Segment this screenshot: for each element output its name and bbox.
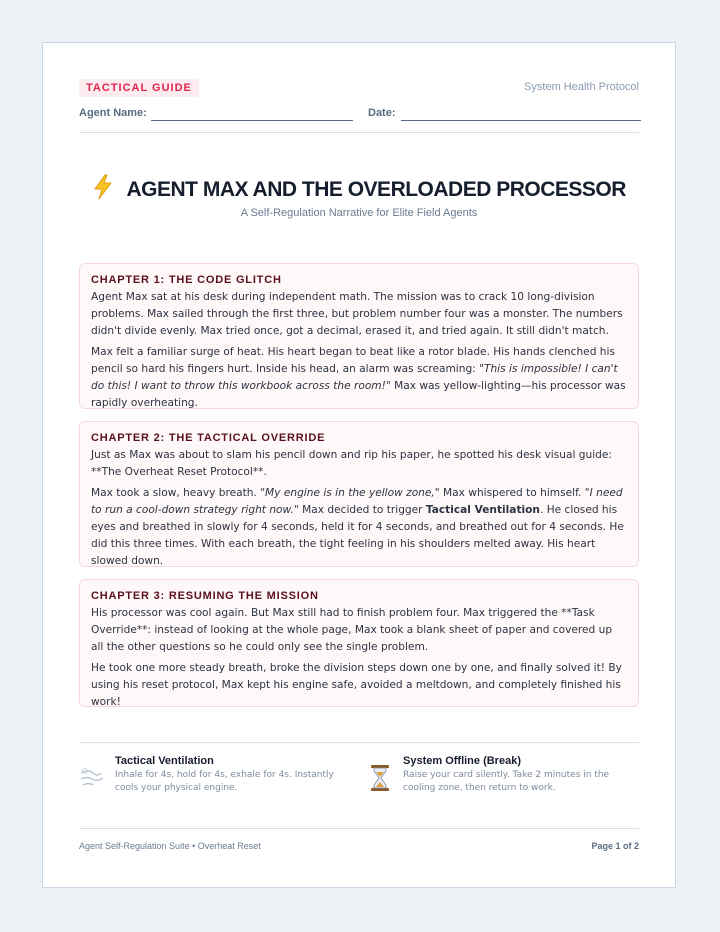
footer-divider: [79, 828, 639, 829]
wind-icon: [79, 763, 105, 793]
chapter-paragraph: [91, 485, 627, 570]
tip-title: Tactical Ventilation: [115, 755, 214, 767]
chapter-paragraph: [91, 344, 627, 412]
lightning-bolt-icon: [92, 174, 114, 205]
page-subtitle: A Self-Regulation Narrative for Elite Field Agents: [240, 207, 478, 219]
text-run: Max whispered to himself.: [439, 487, 585, 499]
chapter-paragraph: He took one more steady breath, broke the division steps down one by one, and finally solved it! By using his reset protocol, Max kept his engine safe, avoided a meltdown, and completely finished his work!: [91, 662, 622, 708]
header: [79, 79, 639, 99]
text-run: . He closed his eyes and breathed in slowly for 4 seconds, held it for 4 seconds, and breathed out for 4 seconds. He did this three times. With each breath, the tight feeling in his shoulders melted away. His heart slowed down.: [91, 504, 624, 567]
chapter-title: CHAPTER 2: THE TACTICAL OVERRIDE: [91, 432, 326, 444]
hourglass-icon: [367, 763, 393, 793]
chapter-paragraph: His processor was cool again. But Max still had to finish problem four. Max triggered the **Task Override**: instead of looking at the whole page, Max took a blank sheet of paper and covered up all the other questions so he could only see the single problem.: [91, 607, 613, 653]
page-number: Page 1 of 2: [591, 841, 639, 851]
tip-title: System Offline (Break): [403, 755, 521, 767]
quote-text: "My engine is in the yellow zone,": [260, 487, 440, 499]
worksheet-page: [42, 42, 676, 888]
footer-suite-label: Agent Self-Regulation Suite • Overheat Reset: [79, 841, 261, 851]
quote-text: "I need to run a cool-down strategy right now.": [91, 487, 623, 516]
title-row: [79, 174, 639, 205]
text-run: Max was yellow-lighting—his processor was rapidly overheating.: [91, 380, 626, 409]
date-field[interactable]: [401, 120, 641, 121]
page-title: AGENT MAX AND THE OVERLOADED PROCESSOR: [126, 177, 626, 201]
tactical-guide-tag: TACTICAL GUIDE: [79, 79, 199, 97]
protocol-label: System Health Protocol: [524, 81, 639, 93]
chapter-paragraph: Agent Max sat at his desk during independent math. The mission was to crack 10 long-division problems. Max sailed through the first three, but problem number four was a monster. The numbers didn't divide evenly. Max tried once, got a decimal, erased it, and tried again. It still didn't match.: [91, 291, 623, 337]
name-date-fields: [79, 105, 639, 123]
text-run: Max took a slow, heavy breath.: [91, 487, 261, 499]
chapter-paragraph: Just as Max was about to slam his pencil down and rip his paper, he spotted his desk visual guide: **The Overheat Reset Protocol**.: [91, 449, 612, 478]
tip-description: Inhale for 4s, hold for 4s, exhale for 4s. Instantly cools your physical engine.: [115, 770, 334, 793]
agent-name-label: Agent Name:: [79, 107, 147, 119]
chapter-1-card: [79, 263, 639, 409]
date-label: Date:: [368, 107, 396, 119]
quote-text: "This is impossible! I can't do this! I want to throw this workbook across the room!": [91, 363, 618, 392]
chapter-title: CHAPTER 3: RESUMING THE MISSION: [91, 590, 319, 602]
chapter-3-card: [79, 579, 639, 707]
text-run: Max felt a familiar surge of heat. His heart began to beat like a rotor blade. His hands clenched his pencil so hard his fingers hurt. Inside his head, an alarm was screaming:: [91, 346, 615, 375]
agent-name-field[interactable]: [151, 120, 353, 121]
tips-divider: [79, 742, 639, 743]
chapter-2-card: [79, 421, 639, 567]
header-divider: [79, 132, 639, 133]
text-run: Max decided to trigger: [298, 504, 426, 516]
tip-description: Raise your card silently. Take 2 minutes in the cooling zone, then return to work.: [403, 770, 610, 793]
chapter-title: CHAPTER 1: THE CODE GLITCH: [91, 274, 282, 286]
bold-text: Tactical Ventilation: [425, 504, 540, 516]
